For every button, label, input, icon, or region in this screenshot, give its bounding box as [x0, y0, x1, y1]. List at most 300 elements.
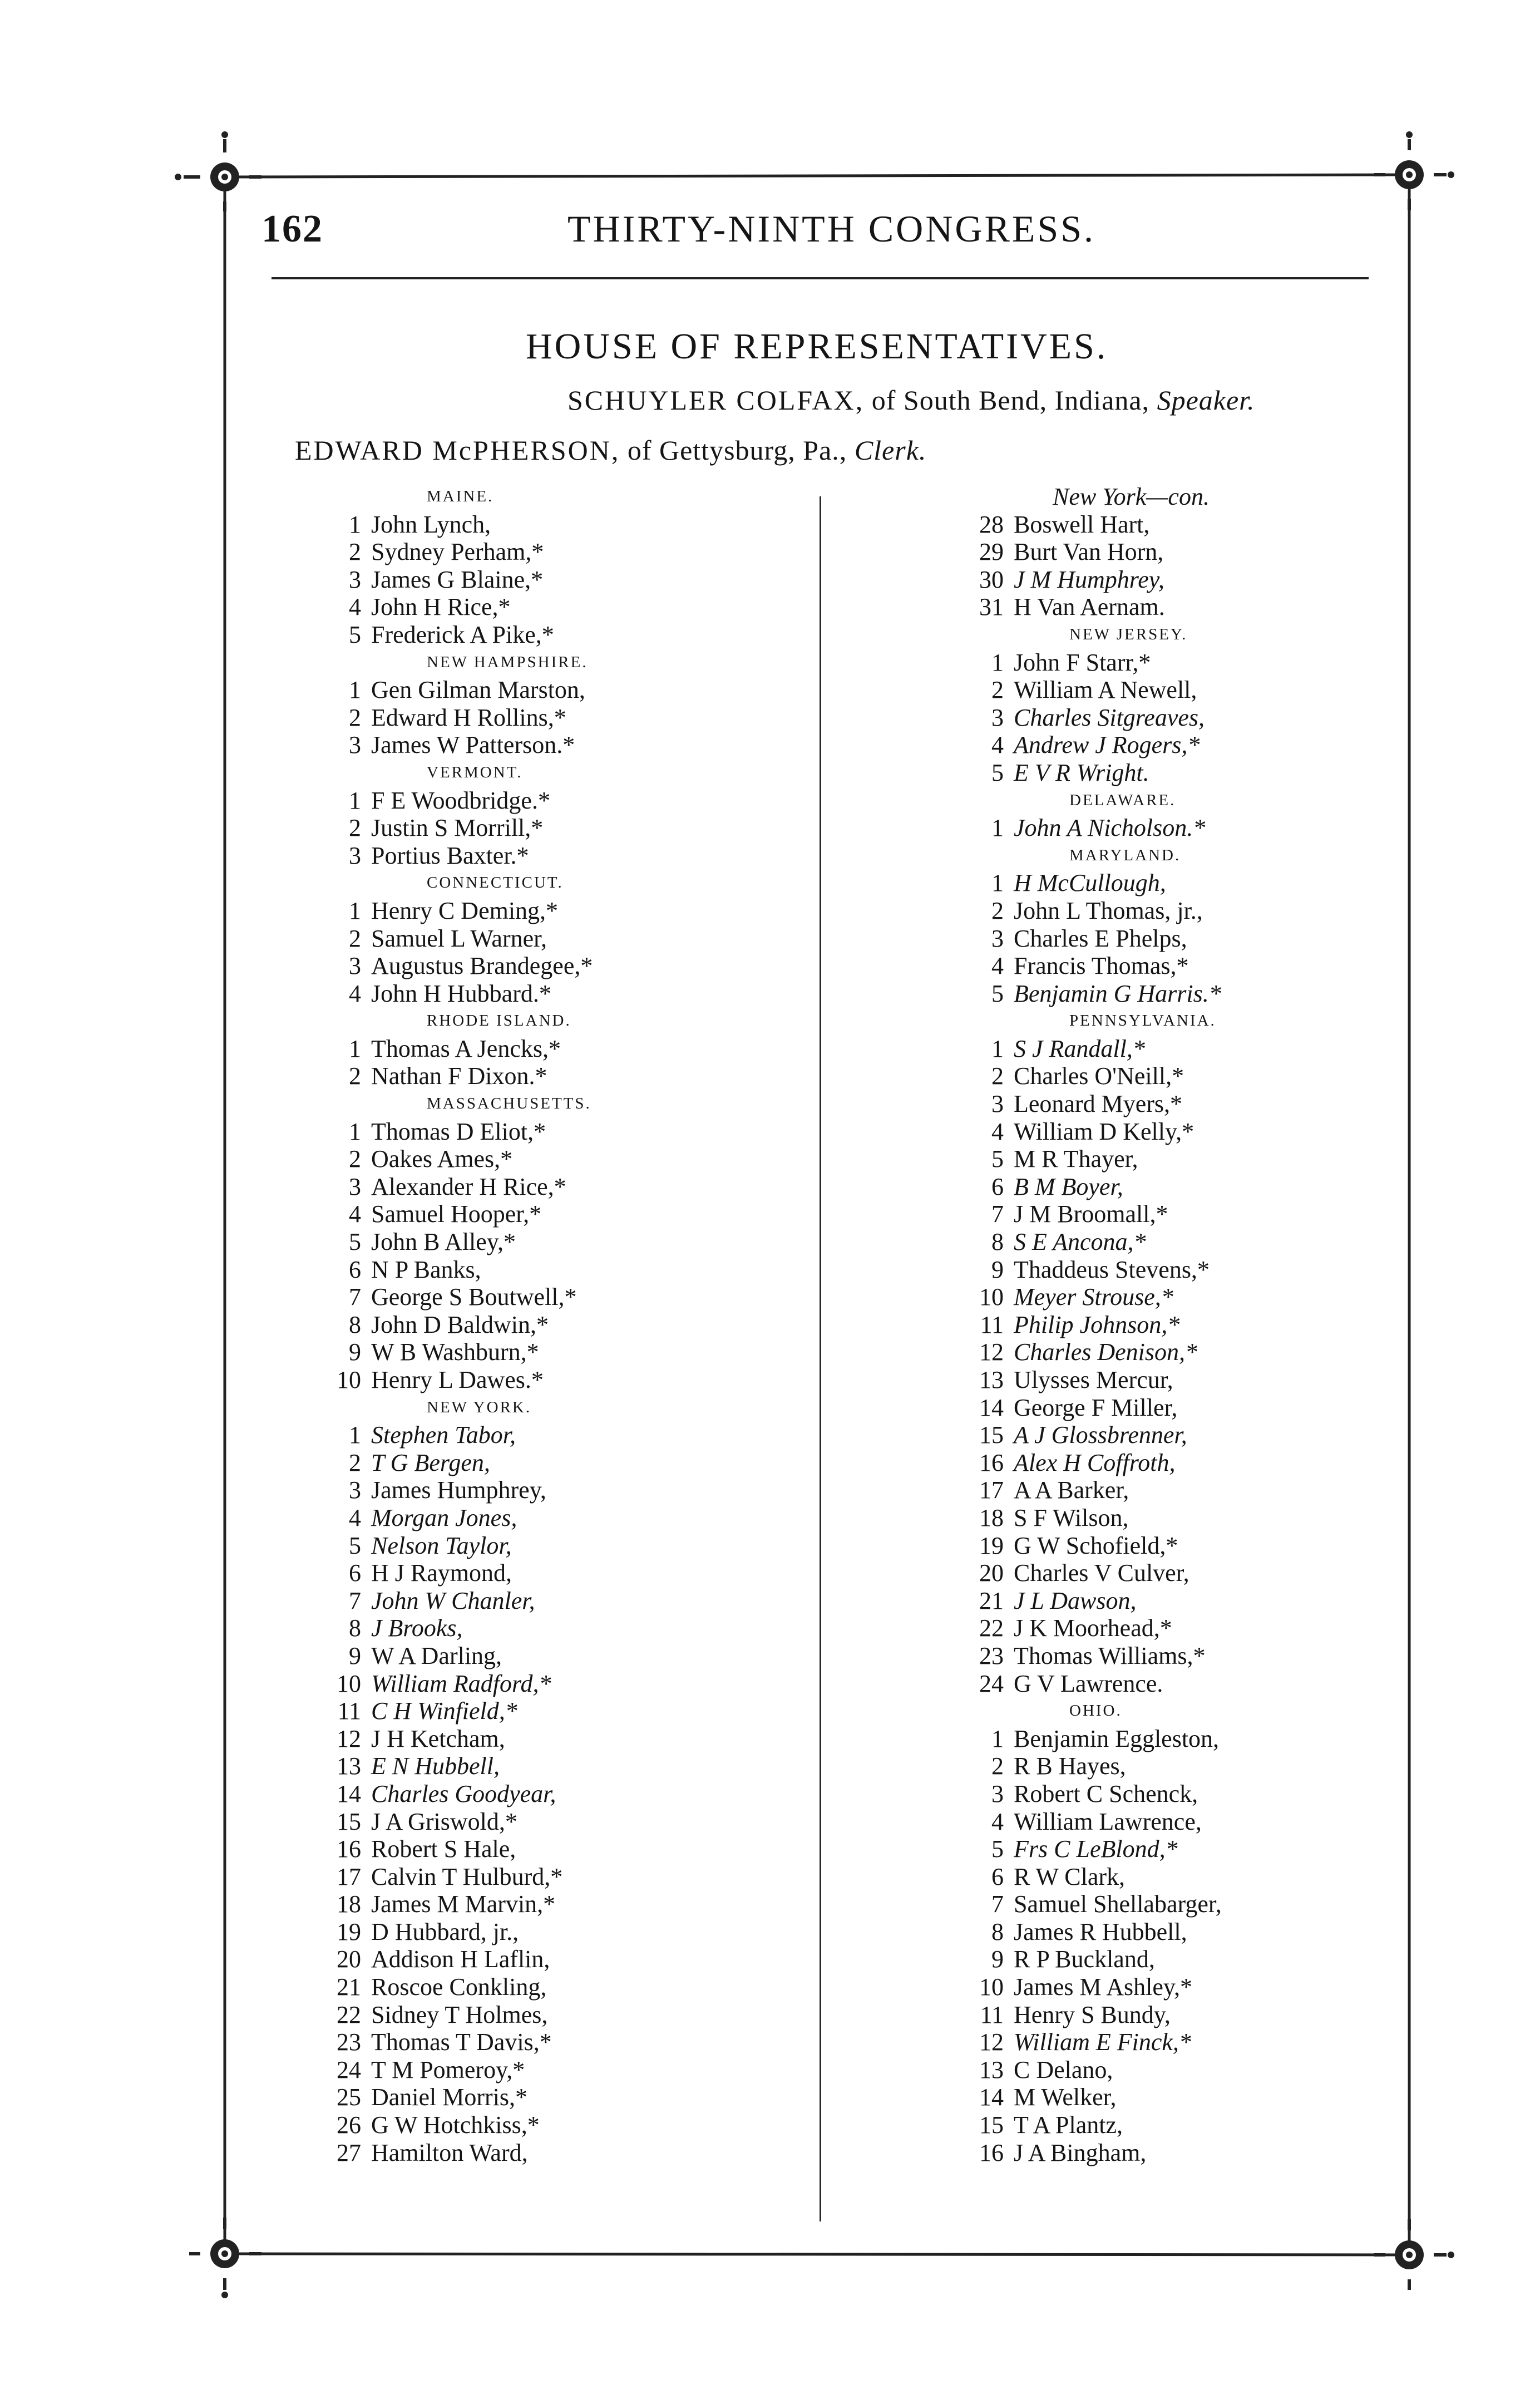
member-name: G V Lawrence. — [1014, 1669, 1163, 1697]
member-name: R W Clark, — [1014, 1863, 1126, 1890]
state-heading — [968, 842, 1469, 870]
district-number: 9 — [349, 1338, 361, 1366]
page-number: 162 — [261, 208, 323, 250]
member-name: Robert C Schenck, — [1014, 1780, 1198, 1807]
district-number: 5 — [349, 1228, 361, 1256]
district-number: 4 — [349, 593, 361, 621]
district-number: 1 — [349, 1421, 361, 1449]
member-entry — [325, 566, 826, 594]
member-entry — [968, 1118, 1469, 1146]
member-name: Justin S Morrill,* — [371, 814, 544, 842]
member-name: S F Wilson, — [1014, 1504, 1129, 1531]
member-name: N P Banks, — [371, 1255, 481, 1283]
district-number: 1 — [349, 676, 361, 704]
district-number: 6 — [349, 1255, 361, 1283]
member-entry — [968, 649, 1469, 677]
member-name: Henry S Bundy, — [1014, 2001, 1171, 2028]
member-name: F E Woodbridge.* — [371, 786, 550, 814]
member-name: C H Winfield,* — [371, 1697, 517, 1725]
page-title: HOUSE OF REPRESENTATIVES. — [526, 326, 1108, 367]
district-number: 14 — [337, 1780, 361, 1807]
district-number: 3 — [991, 1090, 1004, 1118]
member-entry — [325, 2001, 826, 2029]
district-number: 20 — [337, 1945, 361, 1973]
member-name: Thomas T Davis,* — [371, 2028, 552, 2056]
clerk-name: EDWARD McPHERSON, — [295, 435, 620, 466]
district-number: 3 — [349, 731, 361, 759]
district-number: 16 — [979, 1449, 1004, 1476]
member-name: Henry C Deming,* — [371, 896, 559, 924]
member-name: R P Buckland, — [1014, 1945, 1155, 1973]
member-name: Samuel Hooper,* — [371, 1200, 542, 1228]
member-name: J L Dawson, — [1014, 1587, 1137, 1614]
district-number: 12 — [337, 1725, 361, 1752]
member-name: Edward H Rollins,* — [371, 703, 566, 731]
member-name: George F Miller, — [1014, 1393, 1178, 1421]
district-number: 24 — [979, 1669, 1004, 1697]
speaker-line — [567, 384, 1255, 416]
member-entry — [968, 1338, 1469, 1366]
state-heading — [968, 787, 1469, 815]
state-heading — [325, 649, 826, 677]
member-name: Addison H Laflin, — [371, 1945, 550, 1973]
member-entry — [968, 511, 1469, 539]
member-entry — [325, 538, 826, 566]
member-entry — [968, 1394, 1469, 1422]
district-number: 3 — [349, 841, 361, 869]
member-name: G W Schofield,* — [1014, 1531, 1178, 1559]
district-number: 14 — [979, 1393, 1004, 1421]
column-divider — [820, 496, 821, 2221]
member-entry — [968, 2001, 1469, 2029]
state-heading-label: RHODE ISLAND. — [427, 1012, 571, 1030]
member-entry — [325, 1697, 826, 1725]
member-name: Stephen Tabor, — [371, 1421, 516, 1449]
member-name: Thomas D Eliot,* — [371, 1117, 546, 1145]
member-entry — [968, 1835, 1469, 1863]
district-number: 1 — [349, 1034, 361, 1062]
state-heading-label: MARYLAND. — [1069, 846, 1181, 864]
member-entry — [968, 1256, 1469, 1284]
state-heading — [325, 483, 826, 511]
district-number: 24 — [337, 2056, 361, 2083]
member-entry — [325, 1808, 826, 1836]
district-number: 1 — [991, 869, 1004, 897]
district-number: 26 — [337, 2111, 361, 2139]
district-number: 2 — [991, 676, 1004, 704]
member-entry — [968, 869, 1469, 897]
member-entry — [325, 1918, 826, 1946]
running-head: THIRTY-NINTH CONGRESS. — [567, 208, 1096, 250]
member-name: E V R Wright. — [1014, 758, 1149, 786]
member-name: A J Glossbrenner, — [1014, 1421, 1187, 1449]
district-number: 12 — [979, 2028, 1004, 2056]
member-name: John H Hubbard.* — [371, 979, 551, 1007]
district-number: 5 — [349, 620, 361, 648]
district-number: 25 — [337, 2083, 361, 2111]
member-name: J M Humphrey, — [1014, 565, 1164, 593]
state-heading — [968, 1007, 1469, 1035]
member-name: Boswell Hart, — [1014, 510, 1150, 538]
member-entry — [325, 1642, 826, 1670]
member-name: Calvin T Hulburd,* — [371, 1863, 563, 1890]
member-name: Burt Van Horn, — [1014, 538, 1164, 566]
member-name: A A Barker, — [1014, 1476, 1129, 1504]
district-number: 2 — [349, 924, 361, 952]
district-number: 18 — [979, 1504, 1004, 1531]
district-number: 11 — [980, 1311, 1004, 1338]
member-name: Roscoe Conkling, — [371, 1973, 547, 2001]
district-number: 4 — [991, 731, 1004, 759]
member-entry — [968, 1863, 1469, 1891]
member-name: John B Alley,* — [371, 1228, 516, 1256]
member-name: John D Baldwin,* — [371, 1311, 549, 1338]
member-entry — [325, 511, 826, 539]
district-number: 20 — [979, 1559, 1004, 1587]
member-name: James M Marvin,* — [371, 1890, 556, 1918]
district-number: 11 — [980, 2001, 1004, 2028]
member-name: G W Hotchkiss,* — [371, 2111, 540, 2139]
member-entry — [968, 1228, 1469, 1256]
district-number: 8 — [349, 1311, 361, 1338]
member-name: Benjamin G Harris.* — [1014, 979, 1221, 1007]
district-number: 23 — [979, 1642, 1004, 1669]
member-entry — [325, 1890, 826, 1918]
member-entry — [968, 1283, 1469, 1311]
district-number: 1 — [349, 1117, 361, 1145]
member-entry — [325, 2111, 826, 2139]
member-entry — [325, 1614, 826, 1642]
member-name: W B Washburn,* — [371, 1338, 539, 1366]
state-heading-label: VERMONT. — [427, 763, 523, 781]
member-name: T M Pomeroy,* — [371, 2056, 525, 2083]
member-name: Meyer Strouse,* — [1014, 1283, 1173, 1311]
member-name: Charles E Phelps, — [1014, 924, 1187, 952]
member-entry — [968, 1945, 1469, 1973]
district-number: 7 — [349, 1283, 361, 1311]
district-number: 16 — [979, 2139, 1004, 2166]
member-entry — [968, 1173, 1469, 1201]
district-number: 2 — [349, 1449, 361, 1476]
member-entry — [968, 1614, 1469, 1642]
district-number: 10 — [337, 1669, 361, 1697]
district-number: 3 — [991, 924, 1004, 952]
member-name: William Lawrence, — [1014, 1807, 1202, 1835]
member-name: Sidney T Holmes, — [371, 2001, 548, 2028]
district-number: 1 — [349, 510, 361, 538]
member-name: Nelson Taylor, — [371, 1531, 512, 1559]
member-name: Thomas Williams,* — [1014, 1642, 1206, 1669]
district-number: 1 — [991, 648, 1004, 676]
member-name: Alexander H Rice,* — [371, 1173, 566, 1200]
member-entry — [325, 925, 826, 953]
member-entry — [968, 1890, 1469, 1918]
member-entry — [968, 1311, 1469, 1339]
member-name: Charles V Culver, — [1014, 1559, 1189, 1587]
member-name: Charles O'Neill,* — [1014, 1062, 1184, 1090]
member-name: Leonard Myers,* — [1014, 1090, 1183, 1118]
state-heading-label: MASSACHUSETTS. — [427, 1095, 591, 1113]
member-entry — [325, 1449, 826, 1477]
district-number: 5 — [991, 979, 1004, 1007]
member-entry — [325, 731, 826, 759]
district-number: 8 — [991, 1228, 1004, 1256]
member-entry — [968, 731, 1469, 759]
member-entry — [325, 621, 826, 649]
member-entry — [325, 980, 826, 1008]
state-heading — [325, 1394, 826, 1422]
district-number: 4 — [991, 1117, 1004, 1145]
district-number: 1 — [991, 814, 1004, 842]
member-name: J H Ketcham, — [371, 1725, 505, 1752]
member-name: John A Nicholson.* — [1014, 814, 1206, 842]
state-heading-label: NEW HAMPSHIRE. — [427, 653, 588, 671]
district-number: 31 — [979, 593, 1004, 621]
district-number: 2 — [991, 1062, 1004, 1090]
member-entry — [325, 1973, 826, 2001]
page-header — [261, 207, 1369, 268]
district-number: 7 — [991, 1890, 1004, 1918]
member-entry — [325, 1062, 826, 1090]
district-number: 2 — [349, 703, 361, 731]
member-entry — [968, 1918, 1469, 1946]
member-entry — [325, 1118, 826, 1146]
state-heading-label: OHIO. — [1069, 1702, 1122, 1720]
member-name: D Hubbard, jr., — [371, 1918, 519, 1945]
state-heading — [968, 621, 1469, 649]
clerk-line — [295, 434, 926, 466]
member-name: John F Starr,* — [1014, 648, 1151, 676]
member-entry — [968, 2028, 1469, 2056]
member-entry — [325, 676, 826, 704]
member-entry — [325, 1035, 826, 1063]
district-number: 19 — [979, 1531, 1004, 1559]
district-number: 13 — [337, 1752, 361, 1780]
member-entry — [968, 1670, 1469, 1698]
member-entry — [325, 1587, 826, 1615]
member-name: Daniel Morris,* — [371, 2083, 528, 2111]
member-entry — [968, 1752, 1469, 1780]
member-name: Charles Goodyear, — [371, 1780, 556, 1807]
member-name: James W Patterson.* — [371, 731, 575, 759]
district-number: 22 — [979, 1614, 1004, 1642]
district-number: 8 — [991, 1918, 1004, 1945]
member-entry — [968, 980, 1469, 1008]
member-name: William E Finck,* — [1014, 2028, 1191, 2056]
state-heading — [325, 1090, 826, 1118]
member-name: T G Bergen, — [371, 1449, 490, 1476]
state-heading-label: PENNSYLVANIA. — [1069, 1012, 1216, 1030]
member-name: J Brooks, — [371, 1614, 463, 1642]
member-entry — [325, 1200, 826, 1228]
member-entry — [968, 1587, 1469, 1615]
district-number: 28 — [979, 510, 1004, 538]
district-number: 2 — [991, 1752, 1004, 1780]
member-name: John Lynch, — [371, 510, 491, 538]
district-number: 10 — [979, 1283, 1004, 1311]
district-number: 15 — [979, 1421, 1004, 1449]
member-entry — [968, 2083, 1469, 2111]
district-number: 5 — [991, 758, 1004, 786]
district-number: 7 — [991, 1200, 1004, 1228]
member-entry — [325, 1311, 826, 1339]
member-entry — [968, 1145, 1469, 1173]
district-number: 3 — [349, 1476, 361, 1504]
district-number: 13 — [979, 2056, 1004, 2083]
member-entry — [968, 1421, 1469, 1449]
member-name: Alex H Coffroth, — [1014, 1449, 1176, 1476]
member-entry — [325, 704, 826, 732]
district-number: 15 — [337, 1807, 361, 1835]
district-number: 2 — [349, 1145, 361, 1173]
member-entry — [325, 2083, 826, 2111]
member-name: Nathan F Dixon.* — [371, 1062, 547, 1090]
district-number: 19 — [337, 1918, 361, 1945]
district-number: 6 — [991, 1863, 1004, 1890]
member-name: James G Blaine,* — [371, 565, 544, 593]
member-entry — [325, 1532, 826, 1560]
member-name: James Humphrey, — [371, 1476, 546, 1504]
member-entry — [968, 1725, 1469, 1753]
member-name: Augustus Brandegee,* — [371, 952, 593, 980]
corner-ornament-top-right — [1374, 131, 1454, 210]
corner-ornament-top-left — [175, 131, 261, 211]
district-number: 9 — [991, 1945, 1004, 1973]
member-entry — [325, 1725, 826, 1753]
member-name: Gen Gilman Marston, — [371, 676, 585, 704]
district-number: 5 — [349, 1531, 361, 1559]
member-name: Robert S Hale, — [371, 1835, 516, 1863]
district-number: 8 — [349, 1614, 361, 1642]
member-entry — [968, 1504, 1469, 1532]
member-entry — [968, 952, 1469, 980]
district-number: 3 — [349, 952, 361, 980]
district-number: 18 — [337, 1890, 361, 1918]
member-entry — [325, 1421, 826, 1449]
member-name: Charles Denison,* — [1014, 1338, 1197, 1366]
member-name: Frs C LeBlond,* — [1014, 1835, 1178, 1863]
district-number: 6 — [349, 1559, 361, 1587]
member-name: William D Kelly,* — [1014, 1117, 1195, 1145]
member-entry — [325, 952, 826, 980]
member-entry — [325, 2139, 826, 2167]
district-number: 16 — [337, 1835, 361, 1863]
district-number: 9 — [991, 1255, 1004, 1283]
district-number: 15 — [979, 2111, 1004, 2139]
clerk-detail: of Gettysburg, Pa., — [620, 435, 855, 466]
district-number: 3 — [349, 1173, 361, 1200]
district-number: 4 — [349, 979, 361, 1007]
member-name: John L Thomas, jr., — [1014, 896, 1203, 924]
member-name: J K Moorhead,* — [1014, 1614, 1172, 1642]
member-entry — [968, 676, 1469, 704]
state-heading-label: NEW JERSEY. — [1069, 625, 1188, 643]
district-number: 2 — [991, 896, 1004, 924]
member-name: Francis Thomas,* — [1014, 952, 1189, 980]
member-entry — [968, 759, 1469, 787]
member-name: C Delano, — [1014, 2056, 1113, 2083]
district-number: 10 — [337, 1366, 361, 1393]
speaker-detail: of South Bend, Indiana, — [864, 385, 1157, 416]
district-number: 3 — [349, 565, 361, 593]
member-entry — [968, 593, 1469, 621]
member-name: S J Randall,* — [1014, 1034, 1145, 1062]
district-number: 4 — [349, 1504, 361, 1531]
district-number: 17 — [979, 1476, 1004, 1504]
district-number: 27 — [337, 2139, 361, 2166]
district-number: 2 — [349, 814, 361, 842]
member-entry — [325, 1366, 826, 1394]
member-entry — [325, 1283, 826, 1311]
member-entry — [968, 814, 1469, 842]
member-entry — [325, 2028, 826, 2056]
member-name: J A Griswold,* — [371, 1807, 517, 1835]
member-entry — [968, 704, 1469, 732]
member-entry — [325, 787, 826, 815]
member-entry — [325, 1338, 826, 1366]
member-entry — [968, 1642, 1469, 1670]
member-entry — [968, 2111, 1469, 2139]
member-name: E N Hubbell, — [371, 1752, 500, 1780]
district-number: 13 — [979, 1366, 1004, 1393]
district-number: 29 — [979, 538, 1004, 566]
member-name: Samuel Shellabarger, — [1014, 1890, 1222, 1918]
member-entry — [968, 1808, 1469, 1836]
member-name: George S Boutwell,* — [371, 1283, 577, 1311]
district-number: 3 — [991, 1780, 1004, 1807]
member-entry — [325, 1145, 826, 1173]
member-name: Frederick A Pike,* — [371, 620, 554, 648]
district-number: 30 — [979, 565, 1004, 593]
district-number: 21 — [979, 1587, 1004, 1614]
state-heading — [968, 1697, 1469, 1725]
district-number: 2 — [349, 538, 361, 566]
member-name: Benjamin Eggleston, — [1014, 1725, 1220, 1752]
district-number: 9 — [349, 1642, 361, 1669]
member-entry — [968, 1476, 1469, 1504]
member-name: Ulysses Mercur, — [1014, 1366, 1173, 1393]
member-entry — [968, 1559, 1469, 1587]
member-entry — [325, 1863, 826, 1891]
district-number: 11 — [337, 1697, 361, 1725]
member-name: W A Darling, — [371, 1642, 502, 1669]
member-name: Andrew J Rogers,* — [1014, 731, 1200, 759]
district-number: 4 — [991, 1807, 1004, 1835]
member-entry — [968, 1780, 1469, 1808]
member-entry — [325, 1476, 826, 1504]
member-name: James R Hubbell, — [1014, 1918, 1187, 1945]
member-name: Portius Baxter.* — [371, 841, 529, 869]
clerk-role: Clerk. — [854, 435, 927, 466]
member-name: M Welker, — [1014, 2083, 1117, 2111]
member-name: R B Hayes, — [1014, 1752, 1126, 1780]
district-number: 1 — [991, 1725, 1004, 1752]
member-entry — [968, 1200, 1469, 1228]
member-entry — [968, 897, 1469, 925]
speaker-role: Speaker. — [1157, 385, 1255, 416]
member-entry — [325, 1173, 826, 1201]
member-entry — [968, 925, 1469, 953]
member-entry — [968, 1366, 1469, 1394]
state-heading — [325, 759, 826, 787]
member-name: J A Bingham, — [1014, 2139, 1147, 2166]
member-name: William Radford,* — [371, 1669, 551, 1697]
member-name: H McCullough, — [1014, 869, 1166, 897]
district-number: 4 — [349, 1200, 361, 1228]
member-entry — [968, 1973, 1469, 2001]
member-entry — [325, 1835, 826, 1863]
district-number: 7 — [349, 1587, 361, 1614]
